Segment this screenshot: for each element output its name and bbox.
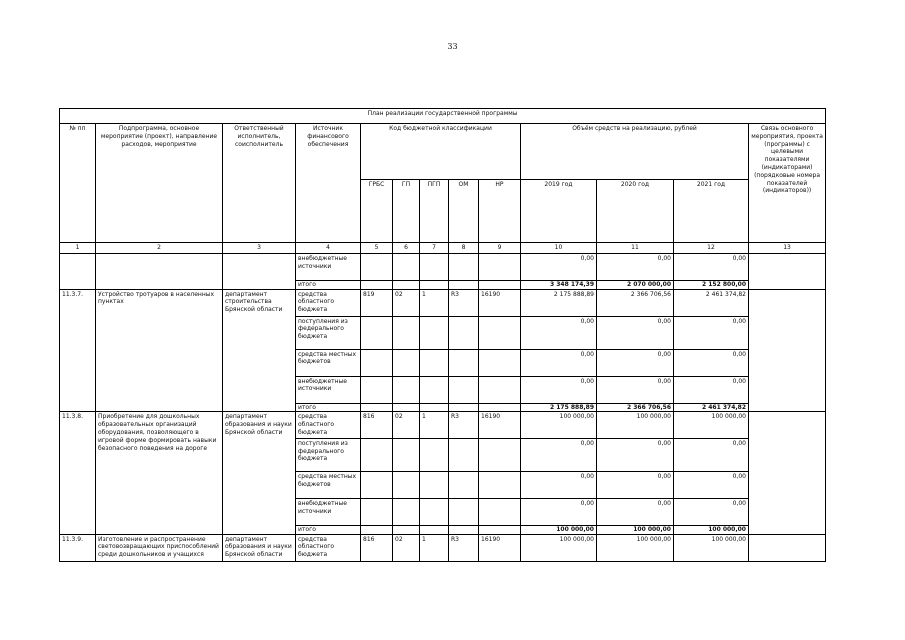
col-number: 9: [479, 243, 521, 254]
total-2019: 3 348 174,39: [521, 280, 597, 289]
header-2020: 2020 год: [597, 180, 674, 243]
code-pgp: 1: [420, 289, 449, 316]
col-number: 7: [420, 243, 449, 254]
table-row: [60, 289, 826, 316]
code-gp: 02: [393, 534, 420, 561]
value-2020: 0,00: [597, 316, 674, 349]
header-num: № пп: [60, 124, 96, 243]
value-2020: 0,00: [597, 253, 674, 280]
value-2020: 0,00: [597, 376, 674, 403]
header-source: Источник финансового обеспечения: [296, 124, 361, 243]
item-executor: департамент образования и науки Брянской области: [223, 412, 296, 534]
value-2020: 0,00: [597, 498, 674, 525]
item-number: 11.3.8.: [60, 412, 96, 534]
table-row: [60, 412, 826, 438]
table-row: [60, 253, 826, 280]
code-om: R3: [449, 534, 479, 561]
value-2021: 0,00: [674, 498, 749, 525]
code-pgp: 1: [420, 534, 449, 561]
source-cell: поступления из федерального бюджета: [296, 316, 361, 349]
value-2019: 0,00: [521, 349, 597, 376]
header-executor: Ответственный исполнитель, соисполнитель: [223, 124, 296, 243]
header-subprogram: Подпрограмма, основное мероприятие (проект), направление расходов, мероприятие: [96, 124, 223, 243]
header-link: Связь основного мероприятия, проекта (программы) с целевыми показателями (индикаторами) (порядковые номера показателей (индикаторов)): [749, 124, 826, 243]
item-name: Изготовление и распространение световозвращающих приспособлений среди дошкольников и учащихся: [96, 534, 223, 561]
value-2020: 0,00: [597, 349, 674, 376]
source-cell: средства местных бюджетов: [296, 471, 361, 498]
total-2020: 100 000,00: [597, 525, 674, 534]
value-2019: 0,00: [521, 376, 597, 403]
value-2019: 0,00: [521, 498, 597, 525]
source-cell: внебюджетные источники: [296, 253, 361, 280]
col-number: 13: [749, 243, 826, 254]
value-2019: 100 000,00: [521, 412, 597, 438]
value-2021: 100 000,00: [674, 534, 749, 561]
header-grbs: ГРБС: [361, 180, 393, 243]
total-2021: 100 000,00: [674, 525, 749, 534]
total-2021: 2 152 800,00: [674, 280, 749, 289]
total-2020: 2 070 000,00: [597, 280, 674, 289]
value-2019: 0,00: [521, 316, 597, 349]
value-2020: 0,00: [597, 438, 674, 471]
total-2019: 100 000,00: [521, 525, 597, 534]
col-number: 11: [597, 243, 674, 254]
header-gp: ГП: [393, 180, 420, 243]
code-gp: 02: [393, 412, 420, 438]
value-2020: 0,00: [597, 471, 674, 498]
col-number: 12: [674, 243, 749, 254]
header-2019: 2019 год: [521, 180, 597, 243]
code-nr: 16190: [479, 289, 521, 316]
code-nr: 16190: [479, 412, 521, 438]
code-grbs: 819: [361, 289, 393, 316]
value-2021: 0,00: [674, 253, 749, 280]
code-grbs: 816: [361, 412, 393, 438]
source-cell: итого: [296, 280, 361, 289]
item-name: Приобретение для дошкольных образовательных организаций оборудования, позволяющего в игровой форме формировать навыки безопасного поведения на дороге: [96, 412, 223, 534]
value-2019: 2 175 888,89: [521, 289, 597, 316]
col-number: 1: [60, 243, 96, 254]
value-2021: 0,00: [674, 471, 749, 498]
plan-table: [59, 108, 826, 562]
value-2021: 2 461 374,82: [674, 289, 749, 316]
code-nr: 16190: [479, 534, 521, 561]
total-2021: 2 461 374,82: [674, 403, 749, 412]
source-cell: средства областного бюджета: [296, 289, 361, 316]
code-grbs: 816: [361, 534, 393, 561]
column-numbers-row: [60, 243, 826, 254]
col-number: 3: [223, 243, 296, 254]
value-2021: 0,00: [674, 316, 749, 349]
value-2021: 0,00: [674, 376, 749, 403]
table-row: [60, 534, 826, 561]
header-funds-group: Объём средств на реализацию, рублей: [521, 124, 749, 180]
source-cell: средства местных бюджетов: [296, 349, 361, 376]
total-2020: 2 366 706,56: [597, 403, 674, 412]
code-pgp: 1: [420, 412, 449, 438]
item-name: Устройство тротуаров в населенных пунктах: [96, 289, 223, 412]
col-number: 4: [296, 243, 361, 254]
value-2021: 0,00: [674, 349, 749, 376]
value-2021: 100 000,00: [674, 412, 749, 438]
table-title: План реализации государственной программы: [60, 109, 826, 124]
header-codes-group: Код бюджетной классификации: [361, 124, 521, 180]
col-number: 2: [96, 243, 223, 254]
col-number: 10: [521, 243, 597, 254]
value-2019: 0,00: [521, 438, 597, 471]
col-number: 8: [449, 243, 479, 254]
source-cell: итого: [296, 403, 361, 412]
value-2020: 2 366 706,56: [597, 289, 674, 316]
header-2021: 2021 год: [674, 180, 749, 243]
item-executor: департамент образования и науки Брянской области: [223, 534, 296, 561]
total-2019: 2 175 888,89: [521, 403, 597, 412]
source-cell: средства областного бюджета: [296, 412, 361, 438]
header-nr: НР: [479, 180, 521, 243]
value-2021: 0,00: [674, 438, 749, 471]
code-gp: 02: [393, 289, 420, 316]
item-executor: департамент строительства Брянской области: [223, 289, 296, 412]
item-number: 11.3.7.: [60, 289, 96, 412]
code-om: R3: [449, 412, 479, 438]
source-cell: итого: [296, 525, 361, 534]
page-number: 33: [447, 42, 458, 51]
header-om: ОМ: [449, 180, 479, 243]
value-2019: 0,00: [521, 253, 597, 280]
source-cell: внебюджетные источники: [296, 376, 361, 403]
col-number: 6: [393, 243, 420, 254]
value-2020: 100 000,00: [597, 534, 674, 561]
col-number: 5: [361, 243, 393, 254]
value-2019: 0,00: [521, 471, 597, 498]
value-2019: 100 000,00: [521, 534, 597, 561]
value-2020: 100 000,00: [597, 412, 674, 438]
header-pgp: ПГП: [420, 180, 449, 243]
source-cell: поступления из федерального бюджета: [296, 438, 361, 471]
source-cell: средства областного бюджета: [296, 534, 361, 561]
source-cell: внебюджетные источники: [296, 498, 361, 525]
code-om: R3: [449, 289, 479, 316]
item-number: 11.3.9.: [60, 534, 96, 561]
